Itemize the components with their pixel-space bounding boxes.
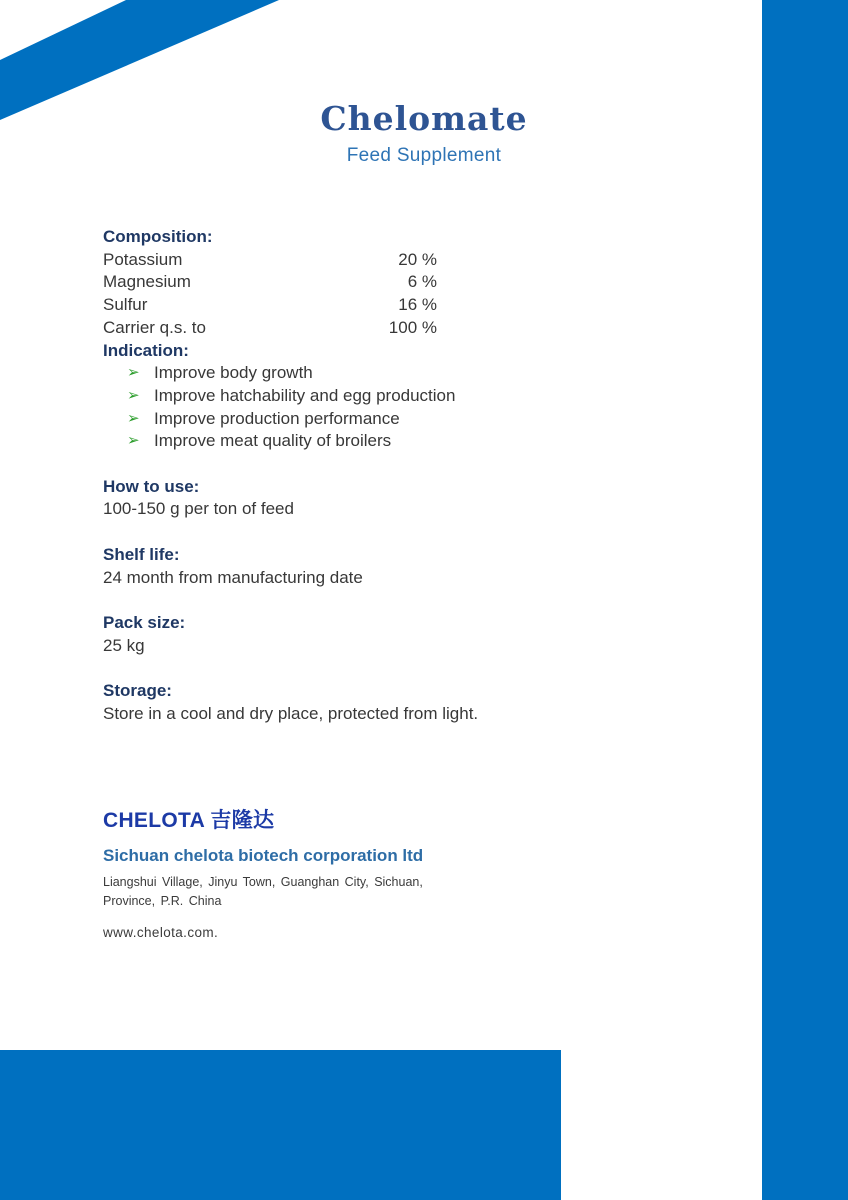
composition-value: 16 % [398,295,437,315]
composition-row [103,271,437,294]
section-heading: Pack size: [103,612,186,632]
title-block [0,97,848,167]
composition-table [103,249,437,340]
list-item-text: Improve meat quality of broilers [154,431,392,451]
right-accent-bar [762,0,848,1200]
company-info-block [103,846,503,940]
section-storage [103,680,533,725]
composition-row [103,249,437,272]
address-line: Province, P.R. China [103,894,222,908]
composition-heading: Composition: [103,227,213,246]
composition-label: Magnesium [103,272,191,292]
composition-value: 100 % [388,317,437,337]
section-heading: Shelf life: [103,544,180,564]
list-item [103,430,533,453]
composition-label: Potassium [103,249,183,269]
section-how-to-use [103,476,533,521]
section-heading: Storage: [103,681,172,700]
arrowhead-bullet-icon: ➢ [127,409,140,427]
composition-value: 6 % [407,272,437,292]
section-shelf-life [103,544,533,589]
section-pack-size [103,612,533,657]
address-line: Liangshui Village, Jinyu Town, Guanghan City, Sichuan, [103,875,423,889]
company-name: Sichuan chelota biotech corporation ltd [103,846,424,865]
composition-label: Sulfur [103,295,148,315]
section-body: 100-150 g per ton of feed [103,499,294,519]
section-heading: How to use: [103,476,200,496]
composition-value: 20 % [398,249,437,269]
arrowhead-bullet-icon: ➢ [127,386,140,404]
indication-list [103,362,533,453]
section-body: 25 kg [103,635,145,655]
list-item-text: Improve hatchability and egg production [154,385,456,405]
indication-heading: Indication: [103,340,189,360]
composition-row [103,317,437,340]
arrowhead-bullet-icon: ➢ [127,364,140,382]
composition-row [103,294,437,317]
footer-accent-block [0,1050,561,1200]
content-body [103,226,533,725]
list-item-text: Improve body growth [154,363,313,383]
section-body: 24 month from manufacturing date [103,567,363,587]
list-item [103,408,533,431]
list-item-text: Improve production performance [154,408,400,428]
arrowhead-bullet-icon: ➢ [127,432,140,450]
company-logo: CHELOTA 吉隆达 [103,809,275,832]
product-subtitle: Feed Supplement [346,145,502,166]
composition-label: Carrier q.s. to [103,317,206,337]
list-item [103,385,533,408]
company-address [103,873,503,911]
company-website: www.chelota.com. [103,925,219,940]
list-item [103,362,533,385]
section-body: Store in a cool and dry place, protected from light. [103,703,479,723]
product-title: Chelomate [320,99,528,138]
